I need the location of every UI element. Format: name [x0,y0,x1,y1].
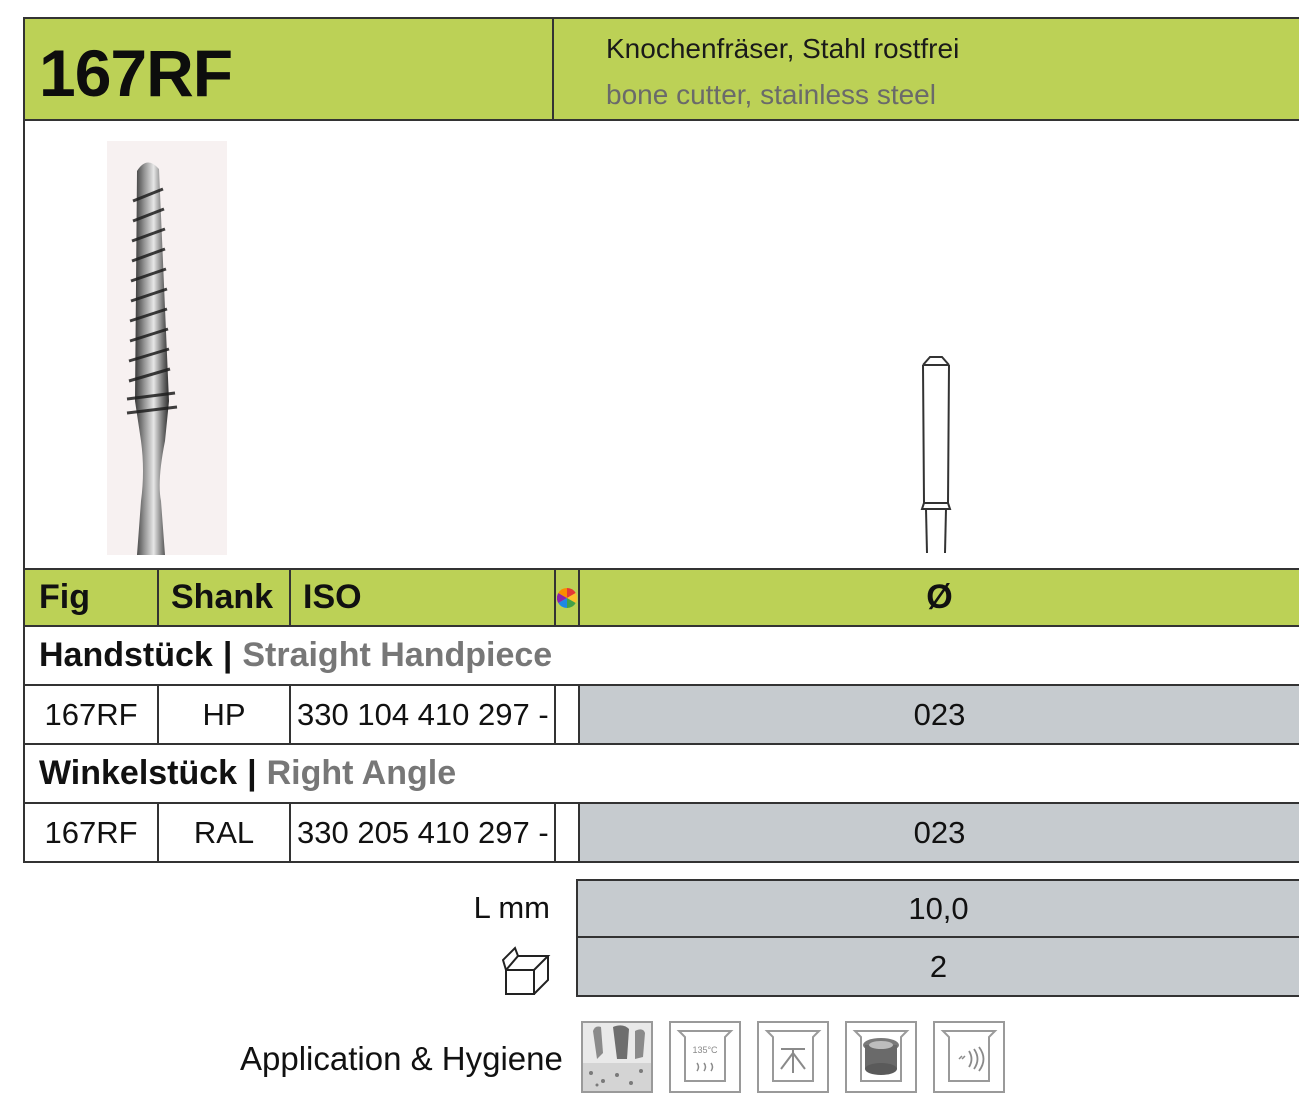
cell-iso: 330 205 410 297 - [289,804,554,861]
product-code: 167RF [39,36,233,110]
cell-shank: HP [157,686,289,743]
cell-shank: RAL [157,804,289,861]
section-header-straight-handpiece: Handstück | Straight Handpiece [23,627,1299,686]
table-row [23,804,1299,863]
column-header-fig: Fig [39,578,90,616]
length-label: L mm [473,890,550,925]
svg-text:135°C: 135°C [692,1045,718,1055]
column-header-shank: Shank [157,570,289,625]
bur-outline-drawing [910,353,960,558]
cell-iso: 330 104 410 297 - [289,686,554,743]
package-box-icon [502,946,552,996]
cell-diameter: 023 [578,804,1299,861]
ultrasonic-bath-icon [933,1021,1005,1093]
product-code-panel [23,17,553,121]
section-header-right-angle: Winkelstück | Right Angle [23,745,1299,804]
bur-photo [107,141,227,555]
description-english: bone cutter, stainless steel [606,79,936,110]
table-header-row [23,568,1299,627]
thermo-disinfector-icon [757,1021,829,1093]
column-header-iso: ISO [289,570,554,625]
cell-diameter: 023 [578,686,1299,743]
cell-color [554,804,578,861]
color-wheel-icon [554,570,578,625]
table-row [23,686,1299,745]
length-value-cell [576,879,1299,938]
cleaning-icon [845,1021,917,1093]
sterilizer-135c-icon [669,1021,741,1093]
pack-quantity: 2 [929,948,948,984]
description-german: Knochenfräser, Stahl rostfrei [606,33,960,64]
bone-application-icon [581,1021,653,1093]
application-hygiene-label: Application & Hygiene [240,1040,563,1077]
column-header-diameter: Ø [578,570,1299,625]
product-description-panel [552,17,1299,121]
product-image-area [23,121,1299,569]
cell-color [554,686,578,743]
cell-fig: 167RF [44,814,138,850]
cell-fig: 167RF [44,696,138,732]
length-value: 10,0 [908,890,969,926]
pack-quantity-cell [576,938,1299,997]
